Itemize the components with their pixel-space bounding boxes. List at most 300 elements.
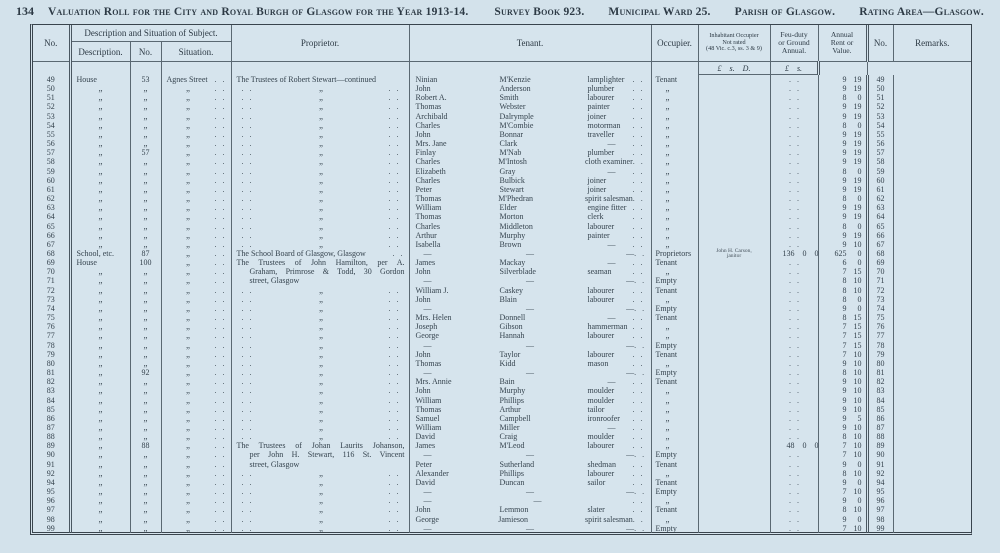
tenant-forename: George — [415, 514, 439, 524]
description-cell: „ — [70, 267, 130, 276]
annual-rent-cell — [818, 84, 867, 93]
annual-rent-cell — [818, 450, 867, 459]
occupier-cell: „ — [651, 441, 698, 450]
dots: . . — [632, 413, 645, 423]
remarks-cell — [893, 386, 971, 395]
dots: . . — [388, 203, 401, 213]
remarks-cell — [893, 194, 971, 203]
proprietor-cell — [231, 524, 409, 533]
remarks-cell — [893, 460, 971, 469]
col-header-annual-rent: Annual Rent or Value. — [818, 25, 867, 62]
tenant-cell — [409, 249, 651, 258]
annual-rent-cell — [818, 478, 867, 487]
annual-rent-cell — [818, 295, 867, 304]
feu-duty-cell — [770, 460, 818, 469]
rent-pounds: 9 — [842, 459, 847, 469]
rent-pounds: 9 — [842, 157, 847, 167]
occupier-cell: „ — [651, 414, 698, 423]
situation-cell: „ . . — [161, 359, 231, 368]
inhabitant-occupier-cell — [698, 267, 770, 276]
tenant-surname: M'Kenzie — [499, 74, 531, 84]
remarks-cell — [893, 148, 971, 157]
dots: . . — [214, 139, 227, 149]
situation-cell: „ . . — [161, 295, 231, 304]
rent-shillings: 19 — [853, 203, 862, 213]
tenant-forename: Charles — [415, 175, 440, 185]
rent-shillings: 0 — [857, 120, 862, 130]
feu-duty-cell — [770, 222, 818, 231]
dots: . . — [214, 84, 227, 94]
annual-rent-cell — [818, 313, 867, 322]
tenant-cell — [409, 267, 651, 276]
remarks-cell — [893, 304, 971, 313]
street-no-cell: „ — [130, 240, 161, 249]
row-no: 55 — [33, 130, 70, 139]
annual-rent-cell — [818, 396, 867, 405]
tenant-cell — [409, 84, 651, 93]
table-row — [33, 222, 971, 231]
row-no-right: 49 — [867, 75, 893, 85]
rent-shillings: 15 — [853, 331, 862, 341]
dots: . . — [388, 294, 401, 304]
row-no: 49 — [33, 75, 70, 85]
table-row — [33, 359, 971, 368]
dots: . . — [214, 285, 227, 295]
dots: . . — [789, 477, 801, 487]
row-no-right: 81 — [867, 368, 893, 377]
street-no-cell: „ — [130, 167, 161, 176]
inhabitant-occupier-cell — [698, 368, 770, 377]
tenant-cell — [409, 368, 651, 377]
remarks-cell — [893, 167, 971, 176]
ditto-mark: „ — [319, 229, 323, 240]
rent-pounds: 8 — [842, 93, 847, 103]
dots: . . — [214, 377, 227, 387]
remarks-cell — [893, 450, 971, 459]
row-no-right: 55 — [867, 130, 893, 139]
dots: . . — [241, 212, 254, 222]
ditto-mark: „ — [319, 165, 323, 176]
dots: . . — [632, 212, 645, 222]
street-no-cell: „ — [130, 396, 161, 405]
feu-duty-cell — [770, 350, 818, 359]
annual-rent-cell — [818, 249, 867, 258]
street-no-cell: „ — [130, 222, 161, 231]
dots: . . — [632, 111, 645, 121]
row-no: 72 — [33, 286, 70, 295]
dots: . . — [632, 358, 645, 368]
tenant-occupation: plumber — [587, 84, 615, 94]
annual-rent-cell — [818, 304, 867, 313]
row-no-right: 73 — [867, 295, 893, 304]
dots: . . — [388, 523, 401, 533]
dots: . . — [241, 148, 254, 158]
street-no-cell: „ — [130, 478, 161, 487]
rent-shillings: 19 — [853, 148, 862, 158]
annual-rent-cell — [818, 414, 867, 423]
tenant-forename: James — [415, 258, 436, 268]
dots: . . — [214, 129, 227, 139]
dots: . . — [632, 514, 645, 524]
rent-shillings: 19 — [853, 102, 862, 112]
col-header-no-left: No. — [33, 25, 70, 62]
row-no: 71 — [33, 276, 70, 285]
situation-cell: „ . . — [161, 368, 231, 377]
row-no: 67 — [33, 240, 70, 249]
row-no: 90 — [33, 450, 70, 459]
dots: . . — [241, 422, 254, 432]
rent-pounds: 9 — [842, 477, 847, 487]
tenant-occupation: mason — [587, 358, 609, 368]
tenant-surname: — — [525, 368, 534, 378]
dots: . . — [632, 139, 645, 149]
row-no: 54 — [33, 121, 70, 130]
rent-shillings: 0 — [857, 459, 862, 469]
annual-rent-currency-units: £ s. — [770, 62, 818, 75]
dots: . . — [632, 258, 645, 268]
feu-duty-cell — [770, 505, 818, 514]
description-cell: „ — [70, 405, 130, 414]
row-no-right: 67 — [867, 240, 893, 249]
rent-pounds: 9 — [842, 139, 847, 149]
dots: . . — [214, 212, 227, 222]
tenant-cell — [409, 130, 651, 139]
dots: . . — [241, 496, 254, 506]
tenant-surname: Bonnar — [499, 129, 524, 139]
tenant-cell — [409, 276, 651, 285]
description-cell: „ — [70, 231, 130, 240]
tenant-occupation: ironroofer — [587, 413, 620, 423]
situation-cell: „ . . — [161, 377, 231, 386]
dots: . . — [789, 221, 801, 231]
row-no-right: 69 — [867, 258, 893, 267]
dots: . . — [214, 120, 227, 130]
tenant-forename: Mrs. Annie — [415, 377, 452, 387]
row-no: 65 — [33, 222, 70, 231]
dots: . . — [789, 496, 801, 506]
rent-pounds: 9 — [842, 74, 847, 84]
feu-duty-cell — [770, 515, 818, 524]
table-row — [33, 212, 971, 221]
situation-cell: „ . . — [161, 515, 231, 524]
dots: . . — [789, 432, 801, 442]
occupier-cell: „ — [651, 396, 698, 405]
rent-shillings: 0 — [857, 514, 862, 524]
row-no: 75 — [33, 313, 70, 322]
rent-pounds: 9 — [842, 111, 847, 121]
occupier-cell: „ — [651, 93, 698, 102]
tenant-surname: Gibson — [499, 322, 523, 332]
annual-rent-cell — [818, 377, 867, 386]
dots: . . — [789, 413, 801, 423]
dots: . . — [632, 221, 645, 231]
situation-cell: „ . . — [161, 487, 231, 496]
ditto-mark: „ — [319, 220, 323, 231]
street-no-cell: 87 — [130, 249, 161, 258]
tenant-surname: — — [525, 450, 534, 460]
dots: . . — [632, 120, 645, 130]
dots: . . — [388, 239, 401, 249]
page-number: 134 — [16, 4, 34, 18]
feu-duty-cell — [770, 286, 818, 295]
table-row — [33, 295, 971, 304]
tenant-occupation: — — [607, 139, 616, 149]
situation-cell: „ . . — [161, 185, 231, 194]
row-no-right: 62 — [867, 194, 893, 203]
dots: . . — [241, 404, 254, 414]
dots: . . — [789, 450, 801, 460]
dots: . . — [241, 285, 254, 295]
rent-pounds: 9 — [842, 377, 847, 387]
tenant-surname: Sutherland — [499, 459, 535, 469]
situation-cell: „ . . — [161, 93, 231, 102]
inhabitant-occupier-cell — [698, 167, 770, 176]
dots: . . — [241, 93, 254, 103]
dots: . . — [241, 303, 254, 313]
feu-duty-cell — [770, 396, 818, 405]
proprietor-text: The Trustees of John Hamilton, per A. Graham, Primrose & Todd, 30 Gordon street, Glasgow — [236, 258, 405, 286]
rent-pounds: 8 — [842, 120, 847, 130]
dots: . . — [632, 331, 645, 341]
tenant-occupation: — — [626, 303, 635, 313]
dots: . . — [388, 84, 401, 94]
rent-pounds: 8 — [842, 294, 847, 304]
row-no-right: 72 — [867, 286, 893, 295]
row-no-right: 94 — [867, 478, 893, 487]
dots: . . — [789, 148, 801, 158]
tenant-surname: Murphy — [499, 386, 526, 396]
row-no-right: 92 — [867, 469, 893, 478]
feu-duty-cell — [770, 368, 818, 377]
proprietor-cell — [231, 240, 409, 249]
dots: . . — [214, 313, 227, 323]
row-no-right: 97 — [867, 505, 893, 514]
street-no-cell: „ — [130, 450, 161, 459]
feu-duty-cell — [770, 478, 818, 487]
ditto-mark: „ — [319, 513, 323, 524]
remarks-cell — [893, 496, 971, 505]
occupier-cell: „ — [651, 267, 698, 276]
tenant-surname: M'Leod — [499, 441, 525, 451]
remarks-cell — [893, 102, 971, 111]
rent-shillings: 10 — [853, 358, 862, 368]
rent-shillings: 10 — [853, 441, 862, 451]
situation-cell: „ . . — [161, 496, 231, 505]
dots: . . — [388, 395, 401, 405]
occupier-cell: Tenant — [651, 478, 698, 487]
dots: . . — [789, 514, 801, 524]
tenant-cell — [409, 212, 651, 221]
table-row — [33, 414, 971, 423]
dots: . . — [789, 194, 801, 204]
row-no-right: 79 — [867, 350, 893, 359]
description-cell: „ — [70, 304, 130, 313]
tenant-forename: — — [423, 368, 432, 378]
description-cell: „ — [70, 130, 130, 139]
occupier-cell: Empty — [651, 450, 698, 459]
situation-cell: „ . . — [161, 386, 231, 395]
dots: . . — [632, 175, 645, 185]
inhabitant-occupier-cell — [698, 121, 770, 130]
annual-rent-cell — [818, 405, 867, 414]
rent-pounds: 8 — [842, 166, 847, 176]
tenant-surname: M'Combie — [499, 120, 534, 130]
inhabitant-occupier-cell — [698, 130, 770, 139]
dots: . . — [632, 230, 645, 240]
rent-shillings: 0 — [857, 221, 862, 231]
dots: . . — [214, 267, 227, 277]
tenant-cell — [409, 423, 651, 432]
tenant-forename: Thomas — [415, 212, 442, 222]
tenant-occupation: shedman — [587, 459, 616, 469]
tenant-surname: Clark — [499, 139, 518, 149]
tenant-forename: Mrs. Jane — [415, 139, 447, 149]
rent-shillings: 10 — [853, 487, 862, 497]
inhabitant-occupier-cell — [698, 322, 770, 331]
ditto-mark: „ — [319, 357, 323, 368]
dots: . . — [634, 450, 647, 460]
row-no: 96 — [33, 496, 70, 505]
row-no-right: 74 — [867, 304, 893, 313]
feu-duty-cell — [770, 405, 818, 414]
dots: . . — [214, 102, 227, 112]
dots: . . — [632, 203, 645, 213]
tenant-surname: Taylor — [499, 349, 521, 359]
municipal-ward-label: Municipal Ward 25. — [608, 6, 711, 18]
street-no-cell: „ — [130, 203, 161, 212]
dots: . . — [241, 139, 254, 149]
occupier-cell: „ — [651, 84, 698, 93]
dots: . . — [632, 184, 645, 194]
description-cell: „ — [70, 460, 130, 469]
dots: . . — [241, 377, 254, 387]
dots: . . — [388, 349, 401, 359]
rent-shillings: 10 — [853, 432, 862, 442]
dots: . . — [388, 166, 401, 176]
feu-duty-cell — [770, 130, 818, 139]
dots: . . — [214, 322, 227, 332]
situation-cell: „ . . — [161, 450, 231, 459]
tenant-forename: William — [415, 395, 442, 405]
table-row — [33, 148, 971, 157]
description-cell: „ — [70, 93, 130, 102]
proprietor-text: The Trustees of Johan Laurits Johanson, per John H. Stewart, 116 St. Vincent street, Glasgow — [236, 441, 405, 469]
dots: . . — [241, 487, 254, 497]
occupier-cell: Empty — [651, 368, 698, 377]
tenant-forename: Thomas — [415, 194, 442, 204]
row-no-right: 90 — [867, 450, 893, 459]
feu-duty-cell — [770, 148, 818, 157]
tenant-forename: — — [423, 340, 432, 350]
dots: . . — [214, 184, 227, 194]
tenant-occupation: — — [626, 487, 635, 497]
dots: . . — [241, 477, 254, 487]
col-header-no-right: No. — [867, 25, 893, 62]
dots: . . — [789, 84, 801, 94]
feu-duty-cell — [770, 258, 818, 267]
table-row — [33, 231, 971, 240]
dots: . . — [241, 120, 254, 130]
table-row — [33, 423, 971, 432]
dots: . . — [214, 505, 227, 515]
situation-cell: „ . . — [161, 505, 231, 514]
tenant-cell — [409, 157, 651, 166]
tenant-surname: — — [525, 248, 534, 258]
tenant-occupation: motorman — [587, 120, 621, 130]
feu-duty-cell — [770, 185, 818, 194]
row-no-right: 98 — [867, 515, 893, 524]
row-no-right: 96 — [867, 496, 893, 505]
annual-rent-cell — [818, 222, 867, 231]
dots: . . — [632, 93, 645, 103]
row-no: 92 — [33, 469, 70, 478]
street-no-cell: „ — [130, 157, 161, 166]
remarks-cell — [893, 276, 971, 285]
dots: . . — [241, 102, 254, 112]
feu-duty-cell — [770, 359, 818, 368]
tenant-forename: John — [415, 386, 431, 396]
dots: . . — [789, 120, 801, 130]
row-no: 53 — [33, 112, 70, 121]
feu-duty-cell — [770, 313, 818, 322]
feu-duty-cell — [770, 112, 818, 121]
street-no-cell: „ — [130, 386, 161, 395]
rent-shillings: 0 — [857, 477, 862, 487]
row-no: 58 — [33, 157, 70, 166]
rent-pounds: 7 — [842, 349, 847, 359]
tenant-forename: William — [415, 422, 442, 432]
street-no-cell: „ — [130, 423, 161, 432]
row-no: 79 — [33, 350, 70, 359]
remarks-cell — [893, 203, 971, 212]
dots: . . — [789, 313, 801, 323]
table-row — [33, 267, 971, 276]
dots: . . — [241, 505, 254, 515]
description-cell: „ — [70, 441, 130, 450]
ditto-mark: „ — [319, 394, 323, 405]
situation-cell: „ . . — [161, 286, 231, 295]
tenant-forename: John — [415, 84, 431, 94]
tenant-occupation: — — [626, 248, 635, 258]
feu-duty-cell — [770, 377, 818, 386]
row-no: 87 — [33, 423, 70, 432]
dots: . . — [388, 139, 401, 149]
annual-rent-cell — [818, 341, 867, 350]
currency-subheader-row — [33, 62, 971, 75]
row-no-right: 59 — [867, 167, 893, 176]
inhabitant-occupier-cell — [698, 350, 770, 359]
ditto-mark: „ — [319, 119, 323, 130]
occupier-cell: Empty — [651, 487, 698, 496]
rent-pounds: 8 — [842, 221, 847, 231]
feu-duty-cell — [770, 432, 818, 441]
tenant-forename: Elizabeth — [415, 166, 446, 176]
tenant-forename: Samuel — [415, 413, 440, 423]
description-cell: House — [70, 258, 130, 267]
annual-rent-cell — [818, 240, 867, 249]
ditto-mark: „ — [319, 293, 323, 304]
row-no-right: 53 — [867, 112, 893, 121]
row-no-right: 66 — [867, 231, 893, 240]
dots: . . — [632, 477, 645, 487]
tenant-occupation: moulder — [587, 432, 615, 442]
tenant-surname: — — [525, 340, 534, 350]
dots: . . — [789, 166, 801, 176]
dots: . . — [241, 368, 254, 378]
street-no-cell: „ — [130, 377, 161, 386]
col-header-inhabitant-occupier: Inhabitant Occupier Not rated (48 Vic. c.3, ss. 3 & 9) — [698, 25, 770, 62]
tenant-occupation: labourer — [587, 441, 615, 451]
